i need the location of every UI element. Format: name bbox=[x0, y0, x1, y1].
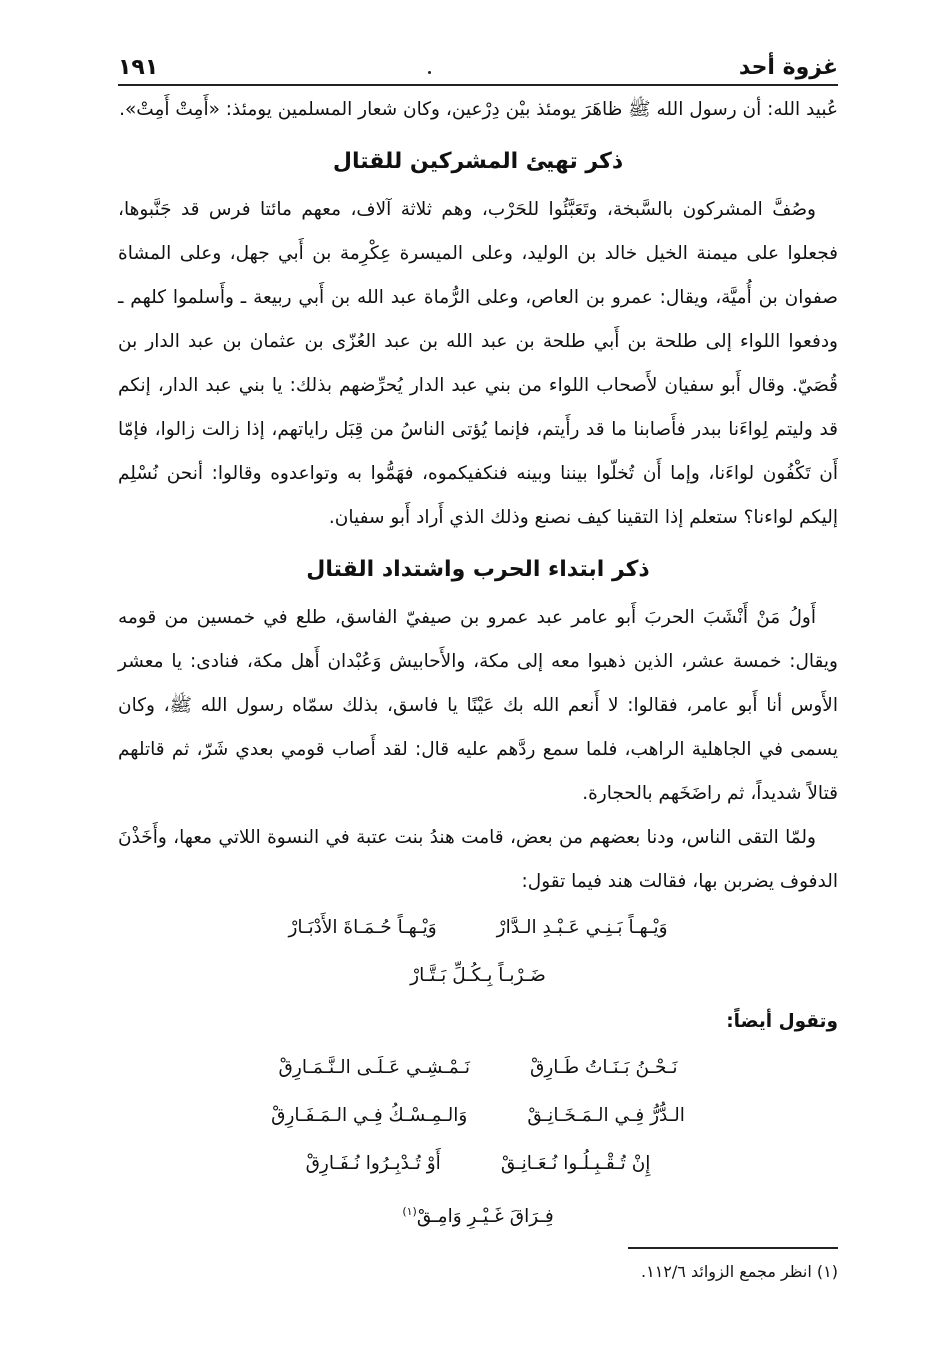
hemistich: أَوْ تُـدْبِـرُوا نُـفَـارِقْ bbox=[305, 1153, 441, 1174]
page-body bbox=[118, 88, 838, 1241]
poem-1 bbox=[118, 904, 838, 1000]
poem-2 bbox=[118, 1044, 838, 1241]
chapter-title: غزوة أحد bbox=[738, 55, 838, 80]
poem-1-verse bbox=[118, 904, 838, 952]
hemistich: الـدُّرُّ فِـي الـمَـخَـانِـقْ bbox=[527, 1105, 685, 1126]
hemistich: وَيْـهـاً حُـمَـاةَ الأَدْبَـارْ bbox=[288, 917, 437, 938]
page-header bbox=[118, 30, 838, 86]
paragraph-top: عُبيد الله: أن رسول الله ﷺ ظاهَرَ يومئذ بيْن دِرْعين، وكان شعار المسلمين يومئذ: «أَمِتْ أَمِتْ». bbox=[119, 99, 838, 120]
hemistich: وَيْـهـاً بَـنِـي عَـبْـدِ الـدَّارْ bbox=[496, 917, 668, 938]
page-number: ١٩١ bbox=[118, 55, 159, 80]
hemistich: نَـحْـنُ بَـنَـاتُ طَـارِقْ bbox=[530, 1057, 678, 1078]
hemistich-text: فِـرَاقَ غَـيْـرِ وَامِـقْ bbox=[416, 1206, 554, 1228]
poem-2-verse bbox=[118, 1188, 838, 1241]
hemistich: نَـمْـشِـي عَـلَـى الـنَّـمَـارِقْ bbox=[278, 1057, 470, 1078]
hemistich: ضَـرْبـاً بِـكُـلِّ بَـتَّـارْ bbox=[410, 965, 546, 986]
paragraph-abu-amir: أَولُ مَنْ أَنْشَبَ الحربَ أَبو عامر عبد عمرو بن صيفيّ الفاسق، طلع في خمسين من قومه ويقال: خمسة عشر، الذين ذهبوا معه إلى مكة، والأَحابيش وَعُبْدان أَهل مكة، فنادى: يا معشر الأَوس أنا أَبو عامر، فقالوا: لا أَنعم الله بك عَيْنًا يا فاسق، بذلك سمّاه رسول الله ﷺ، وكان يسمى في الجاهلية الراهب، فلما سمع ردَّهم عليه قال: لقد أَصاب قومي بعدي شَرّ، ثم قاتلهم قتالاً شديداً، ثم راضَخَهم بالحجارة. bbox=[118, 607, 838, 804]
poem-1-verse bbox=[118, 952, 838, 1000]
footnote: (١) انظر مجمع الزوائد ١١٢/٦. bbox=[641, 1262, 838, 1281]
poem-2-verse bbox=[118, 1092, 838, 1140]
section-heading-battle: ذكر ابتداء الحرب واشتداد القتال bbox=[306, 557, 650, 582]
hemistich bbox=[402, 1188, 553, 1241]
section-heading-preparation: ذكر تهيئ المشركين للقتال bbox=[332, 149, 624, 174]
poem-2-verse bbox=[118, 1044, 838, 1092]
header-dot bbox=[428, 71, 431, 74]
footnote-divider bbox=[628, 1247, 838, 1249]
poem-2-intro: وتقول أيضاً: bbox=[726, 1011, 838, 1032]
footnote-marker: (١) bbox=[402, 1205, 417, 1218]
hemistich: وَالـمِـسْـكُ فِـي الـمَـفَـارِقْ bbox=[271, 1105, 468, 1126]
paragraph-preparation: وصُفَّ المشركون بالسَّبخة، وتَعَبَّئُوا للحَرْب، وهم ثلاثة آلاف، معهم مائتا فرس قد جَنَّبوها، فجعلوا على ميمنة الخيل خالد بن الوليد، وعلى الميسرة عِكْرِمة بن أَبي جهل، وعلى المشاة صفوان بن أُميَّة، ويقال: عمرو بن العاص، وعلى الرُّماة عبد الله بن أَبي ربيعة ـ وأَسلموا كلهم ـ ودفعوا اللواء إلى طلحة بن أَبي طلحة بن عبد الله بن عبد العُزّى بن عثمان بن عبد الدار بن قُصَيّ. وقال أَبو سفيان لأَصحاب اللواء من بني عبد الدار يُحرِّضهم بذلك: يا بني عبد الدار، إنكم قد وليتم لِواءَنا ببدر فأَصابنا ما قد رأَيتم، فإنما يُؤتى الناسُ من قِبَل راياتهم، إذا زالت زالوا، فإمّا أَن تَكْفُون لواءَنا، وإما أَن تُخلّوا بيننا وبينه فنكفيكموه، فهَمُّوا به وتواعدوه وقالوا: أنحن نُسْلِم إليكم لواءنا؟ ستعلم إذا التقينا كيف نصنع وذلك الذي أَراد أَبو سفيان. bbox=[118, 199, 838, 528]
poem-2-verse bbox=[118, 1140, 838, 1188]
hemistich: إِنْ تُـقْـبِـلُـوا نُـعَـانِـقْ bbox=[500, 1153, 651, 1174]
paragraph-hind: ولمّا التقى الناس، ودنا بعضهم من بعض، قامت هندُ بنت عتبة في النسوة اللاتي معها، وأَخَذْنَ الدفوف يضربن بها، فقالت هند فيما تقول: bbox=[118, 827, 838, 892]
